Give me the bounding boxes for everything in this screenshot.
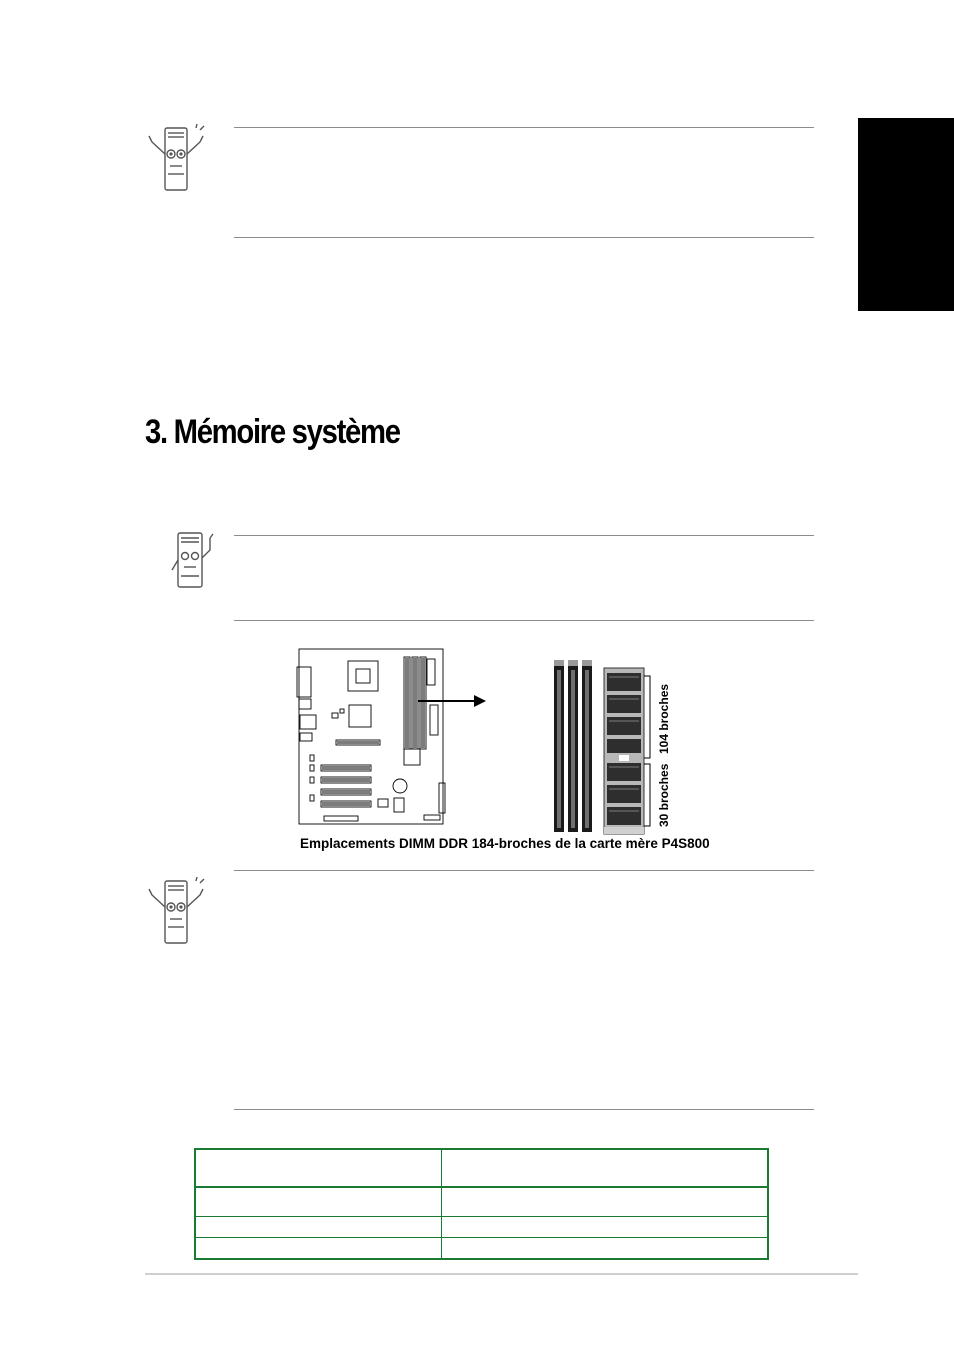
mascot-pointer-icon — [170, 530, 220, 590]
pins-104-label: 104 broches — [657, 683, 671, 754]
table-row — [196, 1237, 767, 1238]
section-title: 3. Mémoire système — [145, 413, 400, 451]
table-column-divider — [441, 1150, 442, 1258]
note1-bottom-rule — [234, 237, 814, 238]
motherboard-layout-diagram — [296, 647, 446, 827]
pins-30-label-wrap — [657, 765, 677, 827]
mascot-note-icon — [146, 124, 208, 194]
figure-caption: Emplacements DIMM DDR 184-broches de la carte mère P4S800 — [300, 836, 710, 851]
ddr-dimm-module — [603, 667, 645, 835]
language-side-tab — [858, 118, 954, 311]
pins-104-label-wrap — [657, 684, 677, 754]
memory-config-table — [194, 1148, 769, 1260]
pin-brackets — [642, 674, 656, 830]
note2-top-rule — [234, 535, 814, 536]
table-header-row — [196, 1186, 767, 1188]
note2-bottom-rule — [234, 620, 814, 621]
mascot-note-icon — [146, 877, 208, 947]
dimm-slots-closeup — [553, 658, 593, 834]
table-row — [196, 1216, 767, 1217]
note3-top-rule — [234, 870, 814, 871]
pins-30-label: 30 broches — [657, 763, 671, 827]
pointer-arrow — [418, 694, 488, 708]
note1-top-rule — [234, 127, 814, 128]
note3-bottom-rule — [234, 1109, 814, 1110]
footer-rule — [145, 1273, 858, 1275]
